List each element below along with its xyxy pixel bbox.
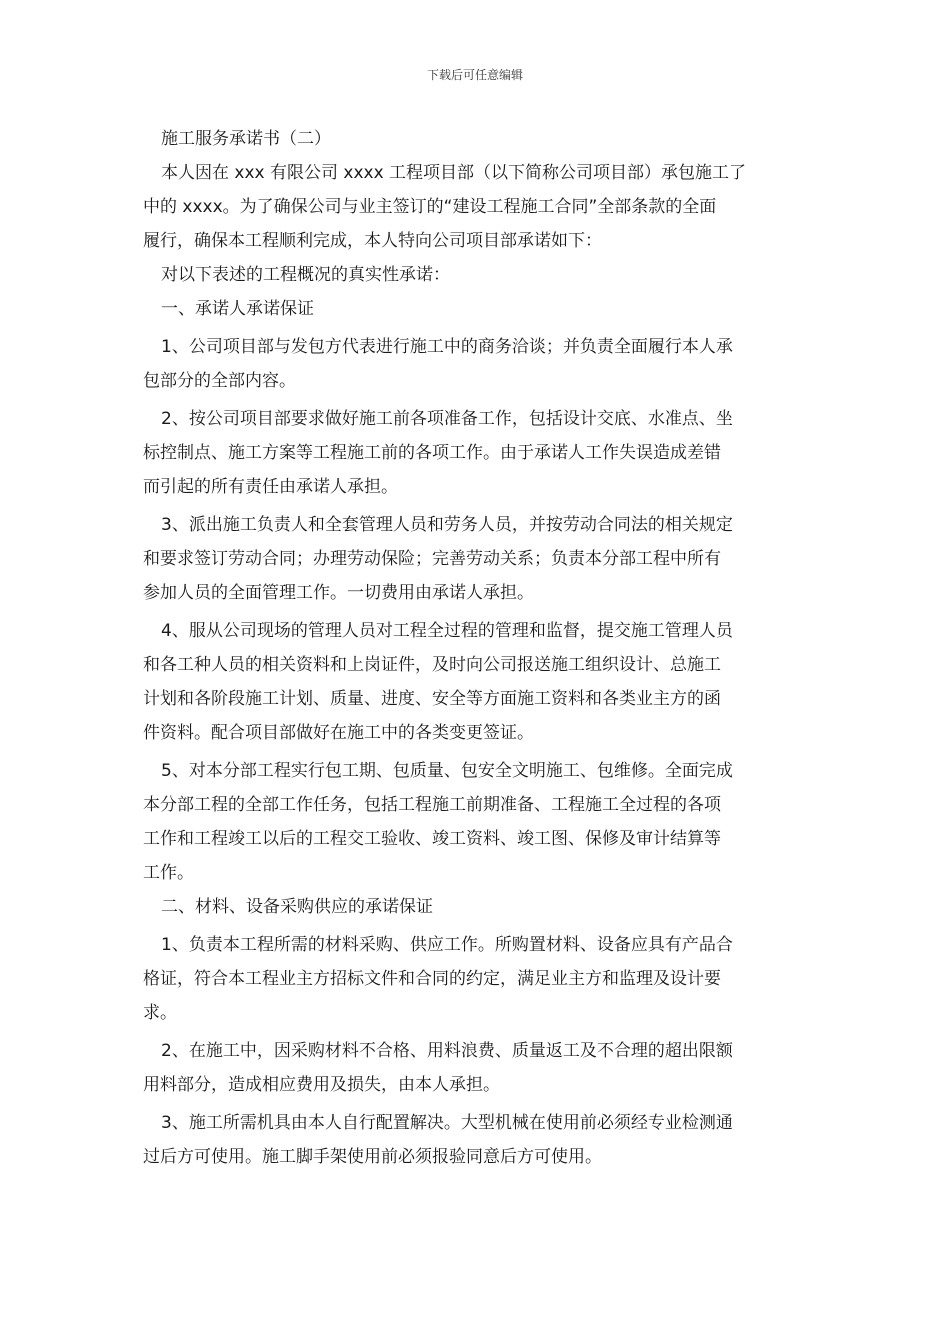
text-line: 工作和工程竣工以后的工程交工验收、竣工资料、竣工图、保修及审计结算等 <box>143 829 721 849</box>
text-line: 过后方可使用。施工脚手架使用前必须报验同意后方可使用。 <box>143 1147 602 1167</box>
text-line: 对以下表述的工程概况的真实性承诺： <box>161 265 450 285</box>
text-line: 一、承诺人承诺保证 <box>161 299 314 319</box>
text-line: 4、服从公司现场的管理人员对工程全过程的管理和监督，提交施工管理人员 <box>161 621 733 641</box>
text-line: 和各工种人员的相关资料和上岗证件，及时向公司报送施工组织设计、总施工 <box>143 655 721 675</box>
text-line: 5、对本分部工程实行包工期、包质量、包安全文明施工、包维修。全面完成 <box>161 761 733 781</box>
text-line: 施工服务承诺书（二） <box>161 129 331 149</box>
text-line: 本分部工程的全部工作任务，包括工程施工前期准备、工程施工全过程的各项 <box>143 795 721 815</box>
text-line: 参加人员的全面管理工作。一切费用由承诺人承担。 <box>143 583 534 603</box>
text-line: 1、负责本工程所需的材料采购、供应工作。所购置材料、设备应具有产品合 <box>161 935 733 955</box>
text-line: 计划和各阶段施工计划、质量、进度、安全等方面施工资料和各类业主方的函 <box>143 689 721 709</box>
text-line: 用料部分，造成相应费用及损失，由本人承担。 <box>143 1075 500 1095</box>
text-line: 而引起的所有责任由承诺人承担。 <box>143 477 398 497</box>
text-line: 求。 <box>143 1003 177 1023</box>
text-line: 履行，确保本工程顺利完成，本人特向公司项目部承诺如下： <box>143 231 602 251</box>
text-line: 3、施工所需机具由本人自行配置解决。大型机械在使用前必须经专业检测通 <box>161 1113 733 1133</box>
document-body <box>143 122 807 1174</box>
text-line: 二、材料、设备采购供应的承诺保证 <box>161 897 433 917</box>
text-line: 中的 xxxx。为了确保公司与业主签订的“建设工程施工合同”全部条款的全面 <box>143 197 717 217</box>
text-line: 本人因在 xxx 有限公司 xxxx 工程项目部（以下简称公司项目部）承包施工了 <box>161 163 747 183</box>
text-line: 和要求签订劳动合同；办理劳动保险；完善劳动关系；负责本分部工程中所有 <box>143 549 721 569</box>
text-line: 件资料。配合项目部做好在施工中的各类变更签证。 <box>143 723 534 743</box>
page-header-note: 下载后可任意编辑 <box>426 68 523 82</box>
text-line: 标控制点、施工方案等工程施工前的各项工作。由于承诺人工作失误造成差错 <box>143 443 721 463</box>
text-line: 1、公司项目部与发包方代表进行施工中的商务洽谈；并负责全面履行本人承 <box>161 337 733 357</box>
text-line: 2、按公司项目部要求做好施工前各项准备工作，包括设计交底、水准点、坐 <box>161 409 733 429</box>
text-line: 工作。 <box>143 863 194 883</box>
text-line: 2、在施工中，因采购材料不合格、用料浪费、质量返工及不合理的超出限额 <box>161 1041 733 1061</box>
text-line: 包部分的全部内容。 <box>143 371 296 391</box>
text-line: 3、派出施工负责人和全套管理人员和劳务人员，并按劳动合同法的相关规定 <box>161 515 733 535</box>
text-line: 格证，符合本工程业主方招标文件和合同的约定，满足业主方和监理及设计要 <box>143 969 721 989</box>
